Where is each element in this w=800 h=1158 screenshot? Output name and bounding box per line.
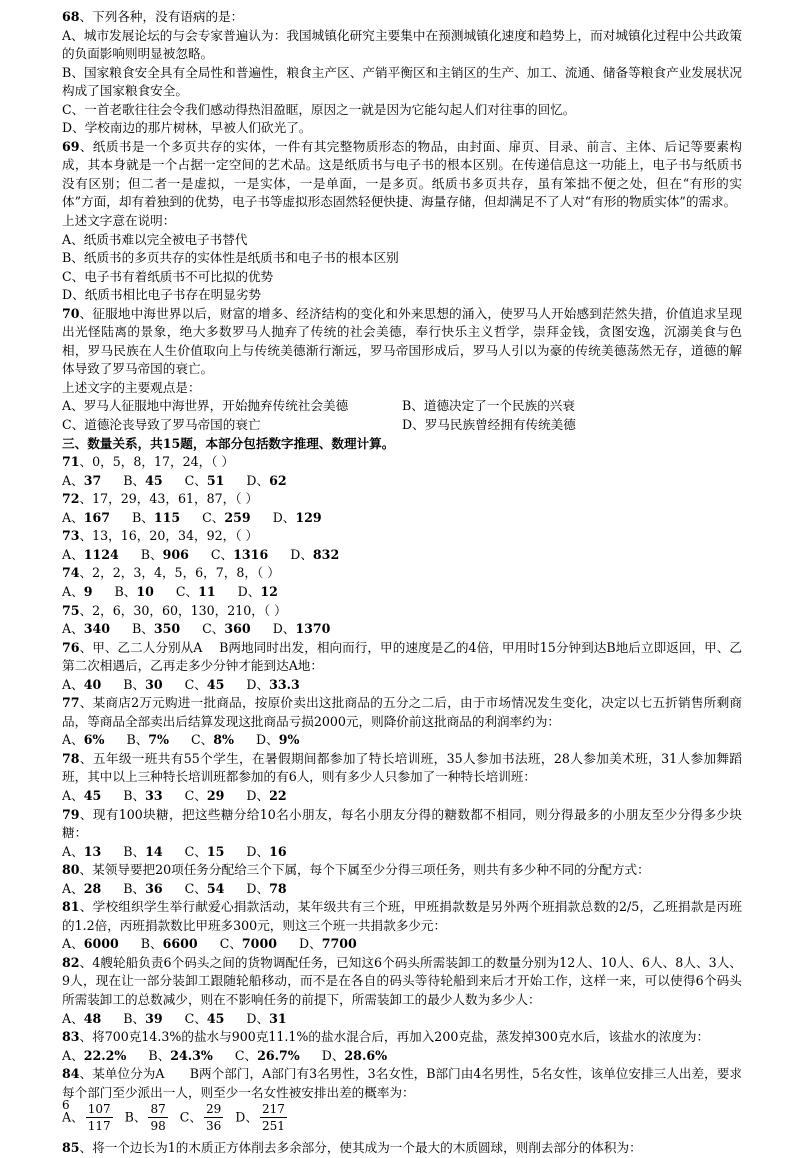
option-value: 22.2% bbox=[83, 1047, 127, 1063]
question-74-options bbox=[62, 583, 742, 602]
fraction-denominator: 36 bbox=[205, 1119, 222, 1134]
option-label: B、 bbox=[123, 787, 146, 803]
question-number: 72 bbox=[62, 491, 80, 507]
question-70-stem: 70、征服地中海世界以后，财富的增多、经济结构的变化和外来思想的涌入，使罗马人开始感到茫然失措，价值追求呈现出光怪陆离的景象，绝大多数罗马人抛弃了传统的社会美德，奉行快乐主义哲学，崇拜金钱，贪图安逸，沉溺美食与色相，罗马民族在人生价值取向上与传统美德渐行渐远，罗马帝国形成后，罗马人引以为豪的传统美德荡然无存，道德的解体导致了罗马帝国的衰亡。 bbox=[62, 305, 742, 377]
question-69-option-a: A、纸质书难以完全被电子书替代 bbox=[62, 231, 248, 247]
option-label: C、 bbox=[184, 676, 207, 692]
question-72-stem: 72、17，29，43，61，87，（ ） bbox=[62, 491, 259, 507]
option-value: 7700 bbox=[321, 936, 357, 952]
question-83-options bbox=[62, 1047, 742, 1066]
option-value: 51 bbox=[206, 472, 225, 488]
question-81-option-c bbox=[220, 935, 277, 954]
option-value: 33 bbox=[145, 787, 163, 803]
question-number: 81 bbox=[62, 899, 80, 915]
question-79-option-b bbox=[123, 843, 162, 862]
option-value: 1124 bbox=[83, 546, 119, 562]
question-68-option-c: C、一首老歌往往会令我们感动得热泪盈眶，原因之一就是因为它能勾起人们对往事的回忆。 bbox=[62, 101, 576, 117]
option-value: 167 bbox=[83, 509, 110, 525]
question-column bbox=[62, 8, 742, 1158]
question-69-option-c: C、电子书有着纸质书不可比拟的优势 bbox=[62, 268, 274, 284]
option-value: 36 bbox=[145, 880, 163, 896]
option-label: B、 bbox=[148, 1047, 171, 1063]
question-71-options bbox=[62, 472, 742, 491]
option-value: 7000 bbox=[241, 936, 277, 952]
question-number: 82 bbox=[62, 954, 80, 970]
option-value: 12 bbox=[260, 583, 278, 599]
question-73-option-a bbox=[62, 546, 119, 565]
question-72-option-d bbox=[273, 509, 322, 528]
question-83-option-d bbox=[322, 1047, 387, 1066]
numeric-questions bbox=[62, 453, 742, 1065]
question-70-options-row-1 bbox=[62, 397, 742, 416]
question-number: 71 bbox=[62, 454, 80, 470]
question-73-option-b bbox=[141, 546, 189, 565]
option-label: B、 bbox=[114, 583, 137, 599]
option-value: 54 bbox=[206, 880, 225, 896]
option-label: C、 bbox=[234, 1047, 258, 1063]
option-label: D、 bbox=[246, 676, 270, 692]
question-82-option-c bbox=[185, 1010, 225, 1029]
option-value: 9% bbox=[278, 732, 300, 748]
option-value: 45 bbox=[145, 472, 163, 488]
question-83-option-c bbox=[235, 1047, 300, 1066]
question-70-prompt: 上述文字的主要观点是： bbox=[62, 379, 201, 395]
option-value: 906 bbox=[162, 546, 189, 562]
option-label: B、 bbox=[123, 1010, 146, 1026]
question-74-stem: 74、2，2，3，4，5，6，7，8，（ ） bbox=[62, 565, 280, 581]
option-value: 40 bbox=[83, 676, 102, 692]
question-70-option-d: D、罗马民族曾经拥有传统美德 bbox=[402, 417, 576, 433]
fraction bbox=[260, 1102, 287, 1134]
option-value: 129 bbox=[295, 509, 322, 525]
option-label: C、 bbox=[210, 546, 234, 562]
option-label: A、 bbox=[62, 1047, 84, 1063]
question-number: 80 bbox=[62, 862, 80, 878]
question-73-option-d bbox=[290, 546, 339, 565]
question-83-stem: 83、将700克14.3%的盐水与900克11.1%的盐水混合后，再加入200克盐，蒸发掉300克水后，该盐水的浓度为： bbox=[62, 1029, 710, 1045]
option-label: C、 bbox=[184, 1010, 207, 1026]
option-label: D、 bbox=[290, 546, 313, 562]
question-83-option-a bbox=[62, 1047, 126, 1066]
question-76-option-d bbox=[246, 676, 299, 695]
question-69-option-d: D、纸质书相比电子书存在明显劣势 bbox=[62, 287, 262, 303]
option-label: A、 bbox=[62, 936, 84, 952]
question-76-options bbox=[62, 676, 742, 695]
question-81-option-b bbox=[141, 935, 198, 954]
question-number: 70 bbox=[62, 305, 80, 321]
fraction-denominator: 98 bbox=[150, 1119, 166, 1134]
question-77-option-b bbox=[126, 731, 169, 750]
question-number: 73 bbox=[62, 528, 80, 544]
option-value: 28 bbox=[83, 880, 102, 896]
question-71-stem: 71、0，5，8，17，24，（ ） bbox=[62, 454, 235, 470]
question-number: 68 bbox=[62, 9, 80, 24]
question-72-option-a bbox=[62, 509, 110, 528]
question-82-option-b bbox=[123, 1010, 162, 1029]
option-value: 48 bbox=[83, 1010, 102, 1026]
option-value: 360 bbox=[224, 621, 251, 637]
question-76-stem: 76、甲、乙二人分别从A B两地同时出发，相向而行，甲的速度是乙的4倍，甲用时15分钟到达B地后立即返回，甲、乙第二次相遇后，乙再走多少分钟才能到达A地： bbox=[62, 639, 742, 674]
option-value: 1370 bbox=[295, 621, 331, 637]
option-label: A、 bbox=[62, 1010, 84, 1026]
question-81-option-d bbox=[299, 935, 357, 954]
option-label: C、 bbox=[202, 509, 225, 525]
option-label: D、 bbox=[237, 583, 261, 599]
option-value: 29 bbox=[206, 787, 225, 803]
option-label: C、 bbox=[184, 787, 207, 803]
question-81-stem: 81、学校组织学生举行献爱心捐款活动，某年级共有三个班，甲班捐款数是另外两个班捐款总数的2/5，乙班捐款是丙班的1.2倍，丙班捐款数比甲班多300元，则这三个班一共捐款多少元： bbox=[62, 899, 742, 933]
option-value: 340 bbox=[83, 621, 110, 637]
option-value: 9 bbox=[83, 583, 93, 599]
option-label: C、 bbox=[184, 880, 207, 896]
option-value: 6000 bbox=[83, 936, 119, 952]
option-label: B、 bbox=[123, 676, 146, 692]
question-82-stem: 82、4艘轮船负责6个码头之间的货物调配任务，已知这6个码头所需装卸工的数量分别为12人、10人、6人、8人、3人、9人，现在让一部分装卸工跟随轮船移动，而不是在各自的码头等待轮船到来后才开始工作，这样一来，可以使得6个码头所需装卸工的总数减少，则在不影响任务的前提下，所需装卸工的最少人数为多少人： bbox=[62, 954, 742, 1007]
question-number: 85 bbox=[62, 1140, 80, 1156]
question-number: 74 bbox=[62, 565, 80, 581]
option-label: A、 bbox=[62, 676, 84, 692]
question-70-option-c: C、道德沦丧导致了罗马帝国的衰亡 bbox=[62, 417, 261, 433]
question-84-option-a bbox=[62, 1102, 115, 1134]
option-value: 45 bbox=[206, 676, 225, 692]
option-value: 39 bbox=[145, 1010, 163, 1026]
option-label: A、 bbox=[62, 509, 84, 525]
question-69-prompt: 上述文字意在说明： bbox=[62, 213, 176, 229]
question-78-stem: 78、五年级一班共有55个学生，在暑假期间都参加了特长培训班，35人参加书法班，28人参加美术班，31人参加舞蹈班，其中以上三种特长培训班都参加的有6人，则有多少人只参加了一种特长培训班： bbox=[62, 750, 742, 785]
question-72-options bbox=[62, 509, 742, 528]
question-75-option-a bbox=[62, 620, 110, 639]
question-84-option-d bbox=[235, 1102, 289, 1134]
question-80-option-a bbox=[62, 880, 101, 899]
question-71-option-c bbox=[185, 472, 225, 491]
option-value: 8% bbox=[213, 732, 234, 748]
option-label: C、 bbox=[179, 1109, 202, 1125]
option-label: D、 bbox=[256, 732, 279, 748]
option-value: 26.7% bbox=[257, 1047, 300, 1063]
option-label: D、 bbox=[235, 1109, 258, 1125]
question-82-option-a bbox=[62, 1010, 101, 1029]
question-78-option-a bbox=[62, 787, 101, 806]
question-68-option-b: B、国家粮食安全具有全局性和普遍性，粮食主产区、产销平衡区和主销区的生产、加工、流通、储备等粮食产业发展状况构成了国家粮食安全。 bbox=[62, 64, 742, 99]
fraction-denominator: 251 bbox=[261, 1119, 285, 1134]
option-label: C、 bbox=[184, 843, 207, 859]
question-79-stem: 79、现有100块糖，把这些糖分给10名小朋友，每名小朋友分得的糖数都不相同，则分得最多的小朋友至少分得多少块糖： bbox=[62, 806, 742, 841]
fraction-numerator: 29 bbox=[205, 1102, 222, 1117]
question-80-option-d bbox=[246, 880, 286, 899]
question-84-option-c bbox=[180, 1102, 226, 1134]
question-79-options bbox=[62, 843, 742, 862]
option-value: 45 bbox=[83, 787, 102, 803]
question-79-option-d bbox=[246, 843, 286, 862]
question-72-option-c bbox=[202, 509, 251, 528]
option-value: 30 bbox=[145, 676, 163, 692]
question-81-options bbox=[62, 935, 742, 954]
option-label: B、 bbox=[132, 621, 154, 637]
question-70-option-b: B、道德决定了一个民族的兴衰 bbox=[402, 398, 575, 414]
question-71-option-d bbox=[246, 472, 286, 491]
question-84-option-b bbox=[125, 1102, 170, 1134]
fraction bbox=[148, 1102, 167, 1134]
question-69-stem: 69、纸质书是一个多页共存的实体，一件有其完整物质形态的物品，由封面、扉页、目录、前言、主体、后记等要素构成，其本身就是一个占据一定空间的艺术品。这是纸质书与电子书的根本区别。在传递信息这一功能上，电子书与纸质书没有区别；但二者一是虚拟，一是实体，一是单面，一是多页。纸质书多页共存，虽有笨拙不便之处，但在“有形的实体”方面，却有着独到的优势，电子书等虚拟形态固然轻便快捷、海量存储，但却满足不了人对“有形的物质实体”的需求。 bbox=[62, 138, 742, 210]
option-label: D、 bbox=[246, 880, 270, 896]
option-value: 33.3 bbox=[269, 676, 300, 692]
option-label: B、 bbox=[123, 843, 146, 859]
option-value: 6% bbox=[83, 732, 105, 748]
option-label: A、 bbox=[62, 787, 84, 803]
fraction-numerator: 217 bbox=[261, 1102, 285, 1117]
option-value: 22 bbox=[269, 787, 287, 803]
option-label: A、 bbox=[62, 1109, 84, 1125]
fraction bbox=[204, 1102, 223, 1134]
option-value: 7% bbox=[148, 732, 170, 748]
option-label: B、 bbox=[124, 1109, 147, 1125]
option-label: D、 bbox=[272, 509, 296, 525]
question-number: 79 bbox=[62, 806, 80, 822]
option-label: A、 bbox=[62, 621, 84, 637]
option-value: 259 bbox=[224, 509, 251, 525]
option-value: 350 bbox=[153, 621, 181, 637]
fraction bbox=[86, 1102, 113, 1134]
option-label: D、 bbox=[246, 787, 270, 803]
question-78-option-c bbox=[185, 787, 225, 806]
question-71-option-a bbox=[62, 472, 101, 491]
option-value: 16 bbox=[269, 843, 287, 859]
option-label: C、 bbox=[184, 472, 207, 488]
option-value: 6600 bbox=[162, 936, 198, 952]
option-value: 45 bbox=[206, 1010, 225, 1026]
fraction-denominator: 117 bbox=[87, 1119, 111, 1134]
page-number: 6 bbox=[62, 1098, 70, 1112]
option-value: 28.6% bbox=[344, 1047, 388, 1063]
option-value: 13 bbox=[83, 843, 102, 859]
question-82-option-d bbox=[246, 1010, 286, 1029]
question-76-option-a bbox=[62, 676, 101, 695]
question-76-option-c bbox=[185, 676, 225, 695]
option-label: D、 bbox=[321, 1047, 345, 1063]
option-value: 11 bbox=[198, 583, 216, 599]
question-80-option-b bbox=[123, 880, 162, 899]
question-77-option-d bbox=[256, 731, 299, 750]
question-70-option-a: A、罗马人征服地中海世界，开始抛弃传统社会美德 bbox=[62, 398, 349, 414]
question-75-option-d bbox=[273, 620, 331, 639]
option-label: D、 bbox=[272, 621, 296, 637]
option-label: B、 bbox=[123, 880, 146, 896]
option-label: B、 bbox=[123, 472, 146, 488]
option-label: C、 bbox=[202, 621, 225, 637]
option-label: D、 bbox=[298, 936, 322, 952]
option-value: 115 bbox=[153, 509, 181, 525]
question-number: 75 bbox=[62, 602, 80, 618]
option-label: A、 bbox=[62, 472, 84, 488]
option-value: 31 bbox=[269, 1010, 287, 1026]
option-label: B、 bbox=[132, 509, 154, 525]
fraction-numerator: 87 bbox=[150, 1102, 166, 1117]
question-76-option-b bbox=[123, 676, 162, 695]
option-label: C、 bbox=[191, 732, 214, 748]
question-number: 84 bbox=[62, 1066, 80, 1082]
question-number: 69 bbox=[62, 138, 80, 154]
option-label: B、 bbox=[126, 732, 149, 748]
question-78-option-d bbox=[246, 787, 286, 806]
question-number: 83 bbox=[62, 1029, 80, 1045]
question-68-stem: 68、下列各种，没有语病的是： bbox=[62, 9, 244, 24]
question-73-stem: 73、13，16，20，34，92，（ ） bbox=[62, 528, 259, 544]
option-value: 62 bbox=[269, 472, 287, 488]
question-79-option-c bbox=[185, 843, 225, 862]
question-74-option-c bbox=[176, 583, 216, 602]
option-value: 14 bbox=[145, 843, 163, 859]
question-83-option-b bbox=[148, 1047, 213, 1066]
question-number: 76 bbox=[62, 639, 80, 655]
option-label: C、 bbox=[219, 936, 242, 952]
option-value: 15 bbox=[206, 843, 225, 859]
option-label: A、 bbox=[62, 880, 84, 896]
question-number: 78 bbox=[62, 750, 80, 766]
question-77-stem: 77、某商店2万元购进一批商品，按原价卖出这批商品的五分之二后，由于市场情况发生变化，决定以七五折销售所剩商品，等商品全部卖出后结算发现这批商品亏损2000元，则降价前这批商品的利润率约为： bbox=[62, 695, 742, 729]
option-value: 832 bbox=[312, 546, 340, 562]
question-77-option-a bbox=[62, 731, 104, 750]
question-73-option-c bbox=[211, 546, 268, 565]
question-75-options bbox=[62, 620, 742, 639]
question-80-option-c bbox=[185, 880, 225, 899]
question-69-option-b: B、纸质书的多页共存的实体性是纸质书和电子书的根本区别 bbox=[62, 250, 399, 266]
option-value: 1316 bbox=[233, 546, 269, 562]
option-label: B、 bbox=[140, 936, 163, 952]
option-value: 78 bbox=[269, 880, 287, 896]
option-label: B、 bbox=[140, 546, 163, 562]
option-label: D、 bbox=[246, 472, 270, 488]
question-78-options bbox=[62, 787, 742, 806]
section-heading: 三、数量关系，共15题，本部分包括数字推理、数理计算。 bbox=[62, 435, 395, 451]
question-80-options bbox=[62, 880, 742, 899]
question-79-option-a bbox=[62, 843, 101, 862]
question-70-options-row-2 bbox=[62, 416, 742, 435]
question-77-options bbox=[62, 731, 742, 750]
question-81-option-a bbox=[62, 935, 119, 954]
option-label: A、 bbox=[62, 843, 84, 859]
option-label: C、 bbox=[175, 583, 199, 599]
fraction-numerator: 107 bbox=[87, 1102, 111, 1117]
question-80-stem: 80、某领导要把20项任务分配给三个下属，每个下属至少分得三项任务，则共有多少种不同的分配方式： bbox=[62, 862, 650, 878]
question-71-option-b bbox=[123, 472, 162, 491]
question-75-option-b bbox=[132, 620, 180, 639]
question-75-stem: 75、2，6，30，60，130，210，（ ） bbox=[62, 602, 287, 618]
option-value: 24.3% bbox=[170, 1047, 213, 1063]
option-label: D、 bbox=[246, 843, 270, 859]
option-value: 37 bbox=[83, 472, 102, 488]
question-84-options bbox=[62, 1102, 742, 1139]
option-value: 10 bbox=[136, 583, 154, 599]
question-68-option-d: D、学校南边的那片树林，早被人们砍光了。 bbox=[62, 120, 312, 136]
question-number: 77 bbox=[62, 695, 80, 711]
question-75-option-c bbox=[202, 620, 251, 639]
option-label: D、 bbox=[246, 1010, 270, 1026]
question-85-stem: 85、将一个边长为1的木质正方体削去多余部分，使其成为一个最大的木质圆球，则削去部分的体积为： bbox=[62, 1140, 642, 1156]
question-74-option-d bbox=[238, 583, 278, 602]
question-78-option-b bbox=[123, 787, 162, 806]
question-74-option-b bbox=[114, 583, 153, 602]
option-label: A、 bbox=[62, 546, 84, 562]
question-68-option-a: A、城市发展论坛的与会专家普遍认为：我国城镇化研究主要集中在预测城镇化速度和趋势上，而对城镇化过程中公共政策的负面影响则明显被忽略。 bbox=[62, 27, 742, 62]
question-82-options bbox=[62, 1010, 742, 1029]
option-label: A、 bbox=[62, 583, 84, 599]
question-84-stem: 84、某单位分为A B两个部门，A部门有3名男性，3名女性，B部门由4名男性，5名女性，该单位安排三人出差，要求每个部门至少派出一人，则至少一名女性被安排出差的概率为： bbox=[62, 1066, 742, 1100]
question-77-option-c bbox=[191, 731, 234, 750]
question-73-options bbox=[62, 546, 742, 565]
question-72-option-b bbox=[132, 509, 180, 528]
question-74-option-a bbox=[62, 583, 92, 602]
option-label: A、 bbox=[62, 732, 84, 748]
